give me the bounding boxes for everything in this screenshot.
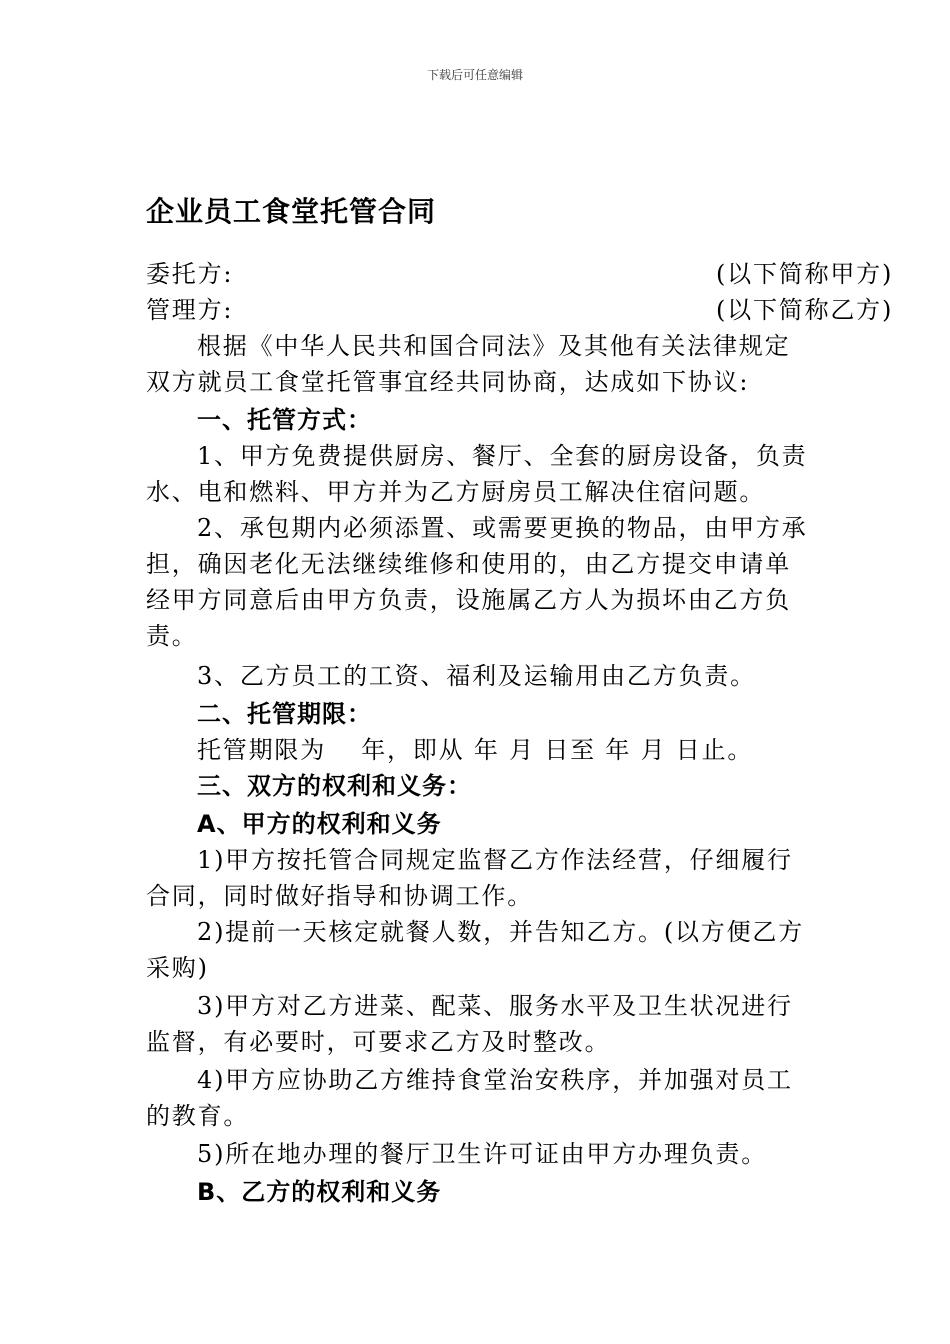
paragraph-line: 责。	[146, 622, 198, 650]
paragraph-line: 经甲方同意后由甲方负责，设施属乙方人为损坏由乙方负	[146, 586, 791, 614]
party-a-note: (以下简称甲方)	[716, 260, 894, 288]
paragraph-line: 2、承包期内必须添置、或需要更换的物品，由甲方承	[197, 514, 808, 542]
subsection-heading: A、甲方的权利和义务	[197, 810, 442, 838]
section-heading: 二、托管期限：	[197, 700, 372, 728]
paragraph-line: 2)提前一天核定就餐人数，并告知乙方。(以方便乙方	[197, 918, 804, 946]
paragraph-line: 1、甲方免费提供厨房、餐厅、全套的厨房设备，负责	[197, 442, 808, 470]
paragraph-line: 水、电和燃料、甲方并为乙方厨房员工解决住宿问题。	[146, 478, 766, 506]
paragraph-line: 根据《中华人民共和国合同法》及其他有关法律规定	[197, 332, 791, 360]
party-b-label: 管理方:	[146, 296, 234, 324]
document-title: 企业员工食堂托管合同	[146, 195, 437, 228]
paragraph-line: 合同，同时做好指导和协调工作。	[146, 882, 533, 910]
paragraph-line: 采购)	[146, 954, 209, 982]
section-heading: 一、托管方式：	[197, 406, 372, 434]
paragraph-line: 3、乙方员工的工资、福利及运输用由乙方负责。	[197, 662, 756, 690]
paragraph-line: 5)所在地办理的餐厅卫生许可证由甲方办理负责。	[197, 1140, 768, 1168]
subsection-heading: B、乙方的权利和义务	[197, 1178, 442, 1206]
page-header: 下载后可任意编辑	[426, 68, 523, 82]
paragraph-line: 双方就员工食堂托管事宜经共同协商，达成如下协议:	[146, 368, 750, 396]
section-heading: 三、双方的权利和义务：	[197, 772, 472, 800]
party-b-note: (以下简称乙方)	[716, 296, 894, 324]
paragraph-line: 的教育。	[146, 1102, 250, 1130]
paragraph-line: 1)甲方按托管合同规定监督乙方作法经营，仔细履行	[197, 846, 793, 874]
paragraph-line: 托管期限为 年，即从 年 月 日至 年 月 日止。	[197, 736, 754, 764]
party-b-line	[146, 292, 894, 328]
paragraph-line: 3)甲方对乙方进菜、配菜、服务水平及卫生状况进行	[197, 992, 793, 1020]
party-a-line	[146, 256, 894, 292]
paragraph-line: 4)甲方应协助乙方维持食堂治安秩序，并加强对员工	[197, 1066, 793, 1094]
paragraph-line: 监督，有必要时，可要求乙方及时整改。	[146, 1028, 611, 1056]
paragraph-line: 担，确因老化无法继续维修和使用的，由乙方提交申请单	[146, 550, 791, 578]
party-a-label: 委托方:	[146, 260, 234, 288]
